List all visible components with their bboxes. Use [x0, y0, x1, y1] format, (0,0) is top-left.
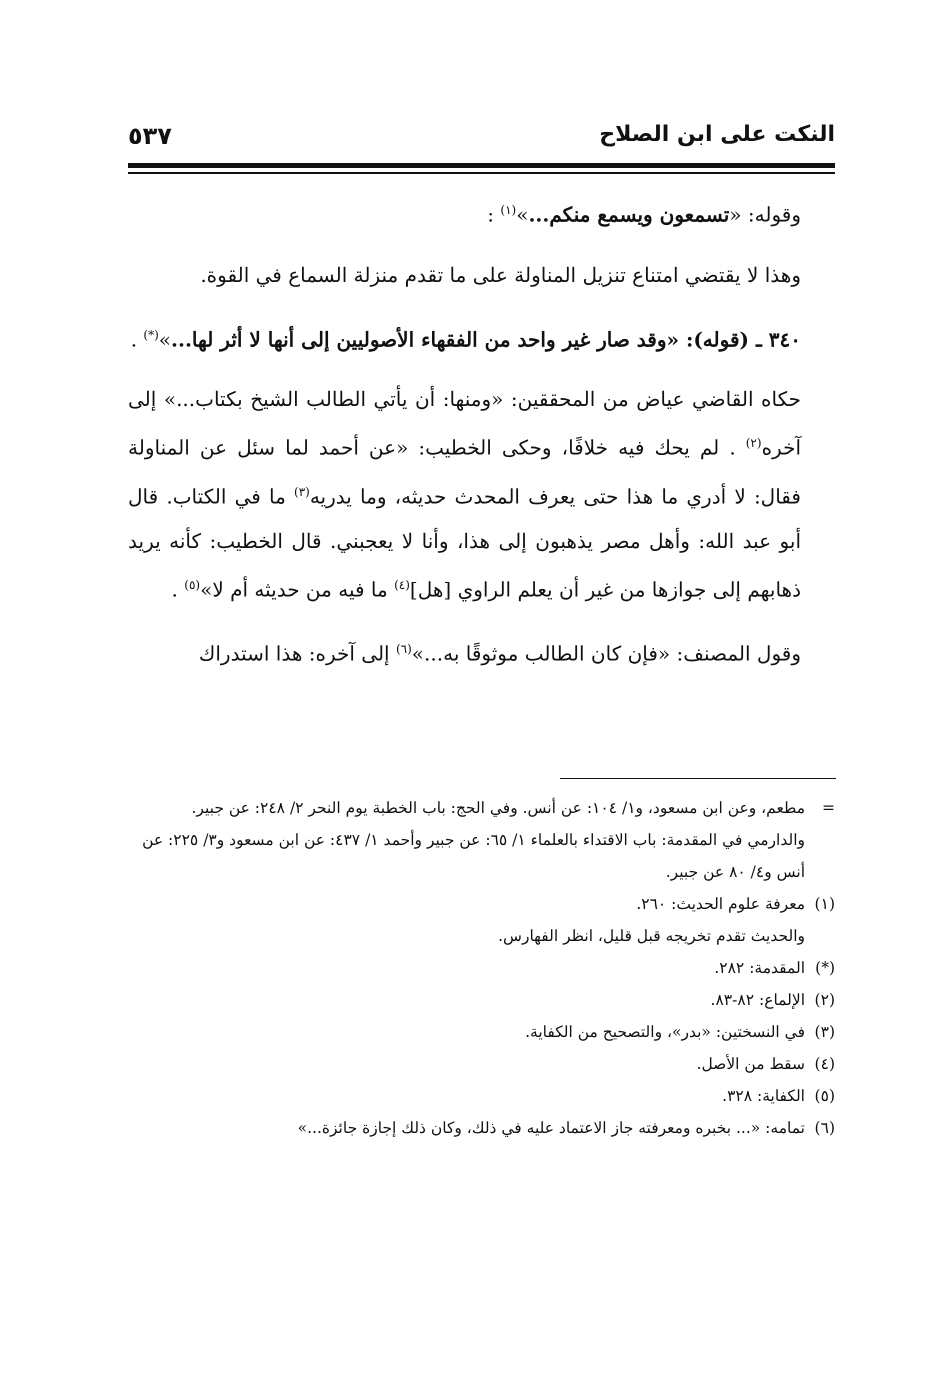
footnote-1-text: معرفة علوم الحديث: ٢٦٠. — [636, 895, 805, 913]
footnote-6 — [128, 1112, 835, 1144]
p5-part-a: وقول المصنف: «فإن كان الطالب موثوقًا به...» — [411, 641, 801, 666]
footnote-ref-6[interactable]: (٦) — [395, 642, 412, 657]
header-rule-thick — [128, 163, 835, 168]
footnote-1-extra-text: والحديث تقدم تخريجه قبل قليل، انظر الفهارس. — [498, 927, 805, 945]
p4-part-b: . لم يحك فيه خلافًا، وحكى الخطيب: «عن أحمد لما سئل عن المناولة فقال: لا أدري ما هذا حتى يعرف المحدث حديثه، وما يدريه — [128, 435, 801, 509]
footnote-4-marker: (٤) — [814, 1055, 835, 1073]
continuation-line-2: والدارمي في المقدمة: باب الاقتداء بالعلماء ١/ ٦٥: عن جبير وأحمد ١/ ٤٣٧: عن ابن مسعود و٣/ ٢٢٥: عن أنس و٤/ ٨٠ عن جبير. — [142, 831, 805, 881]
footnote-ref-3[interactable]: (٣) — [294, 484, 310, 499]
footnote-ref-star[interactable]: (*) — [143, 327, 159, 342]
p1-quoted: تسمعون ويسمع منكم... — [528, 202, 730, 227]
footnote-star-marker: (*) — [815, 959, 835, 977]
p3-heading: ٣٤٠ ـ (قوله): «وقد صار غير واحد من الفقهاء الأصوليين إلى أنها لا أثر لها... — [171, 327, 801, 352]
running-title: النكت على ابن الصلاح — [599, 122, 835, 147]
paragraph-section-340 — [128, 313, 835, 362]
page-header — [128, 112, 835, 158]
footnote-ref-2[interactable]: (٢) — [745, 436, 762, 451]
footnote-5 — [128, 1080, 835, 1112]
paragraph-quote-1 — [128, 188, 835, 237]
footnote-3-text: في النسختين: «بدر»، والتصحيح من الكفاية. — [525, 1023, 805, 1041]
footnote-ref-1[interactable]: (١) — [500, 203, 517, 217]
continuation-marker: = — [822, 799, 835, 817]
main-text — [128, 188, 835, 676]
footnote-ref-4[interactable]: (٤) — [394, 577, 410, 592]
footnote-ref-5[interactable]: (٥) — [184, 577, 201, 592]
p4-part-e: . — [171, 577, 185, 602]
footnote-2-text: الإلماع: ٨٢-٨٣. — [710, 991, 805, 1009]
footnote-continuation — [128, 792, 835, 824]
paragraph-5 — [128, 627, 835, 676]
header-rule-thin — [128, 172, 835, 174]
p1-prefix: وقوله: « — [729, 202, 801, 227]
footnote-1 — [128, 888, 835, 920]
paragraph-4 — [128, 377, 835, 611]
footnotes — [128, 792, 835, 1144]
footnote-3 — [128, 1016, 835, 1048]
footnote-star-text: المقدمة: ٢٨٢. — [714, 959, 805, 977]
p3-close: » — [158, 327, 172, 352]
p5-part-b: إلى آخره: هذا استدراك — [198, 641, 396, 666]
footnote-1-marker: (١) — [814, 895, 835, 913]
paragraph-2: وهذا لا يقتضي امتناع تنزيل المناولة على ما تقدم منزلة السماع في القوة. — [200, 262, 801, 287]
footnote-5-marker: (٥) — [814, 1087, 835, 1105]
footnote-continuation-2 — [128, 824, 835, 888]
footnote-5-text: الكفاية: ٣٢٨. — [722, 1087, 805, 1105]
p4-part-c: ما في الكتاب. قال أبو عبد الله: وأهل مصر يذهبون إلى هذا، وأنا لا يعجبني. قال الخطيب: كأنه يريد ذهابهم إلى جوازها من غير أن يعلم الراوي [هل] — [128, 484, 801, 602]
continuation-line-1: مطعم، وعن ابن مسعود، و١/ ١٠٤: عن أنس. وفي الحج: باب الخطبة يوم النحر ٢/ ٢٤٨: عن جبير. — [191, 799, 805, 817]
p1-close: » — [516, 202, 529, 227]
footnote-2 — [128, 984, 835, 1016]
footnote-star — [128, 952, 835, 984]
footnote-3-marker: (٣) — [814, 1023, 835, 1041]
p1-end: : — [487, 202, 501, 227]
footnote-6-marker: (٦) — [814, 1119, 835, 1137]
footnote-separator — [560, 778, 836, 779]
footnote-1-extra — [128, 920, 835, 952]
footnote-2-marker: (٢) — [814, 991, 835, 1009]
p4-part-a: حكاه القاضي عياض من المحققين: «ومنها: أن يأتي الطالب الشيخ بكتاب...» إلى آخره — [128, 387, 801, 460]
p4-part-d: ما فيه من حديثه أم لا» — [200, 577, 395, 602]
footnote-4-text: سقط من الأصل. — [696, 1055, 805, 1073]
p3-end: . — [130, 327, 144, 352]
page-number: ٥٣٧ — [128, 122, 172, 150]
footnote-6-text: تمامه: «... بخبره ومعرفته جاز الاعتماد عليه في ذلك، وكان ذلك إجازة جائزة...» — [297, 1119, 805, 1137]
footnote-4 — [128, 1048, 835, 1080]
